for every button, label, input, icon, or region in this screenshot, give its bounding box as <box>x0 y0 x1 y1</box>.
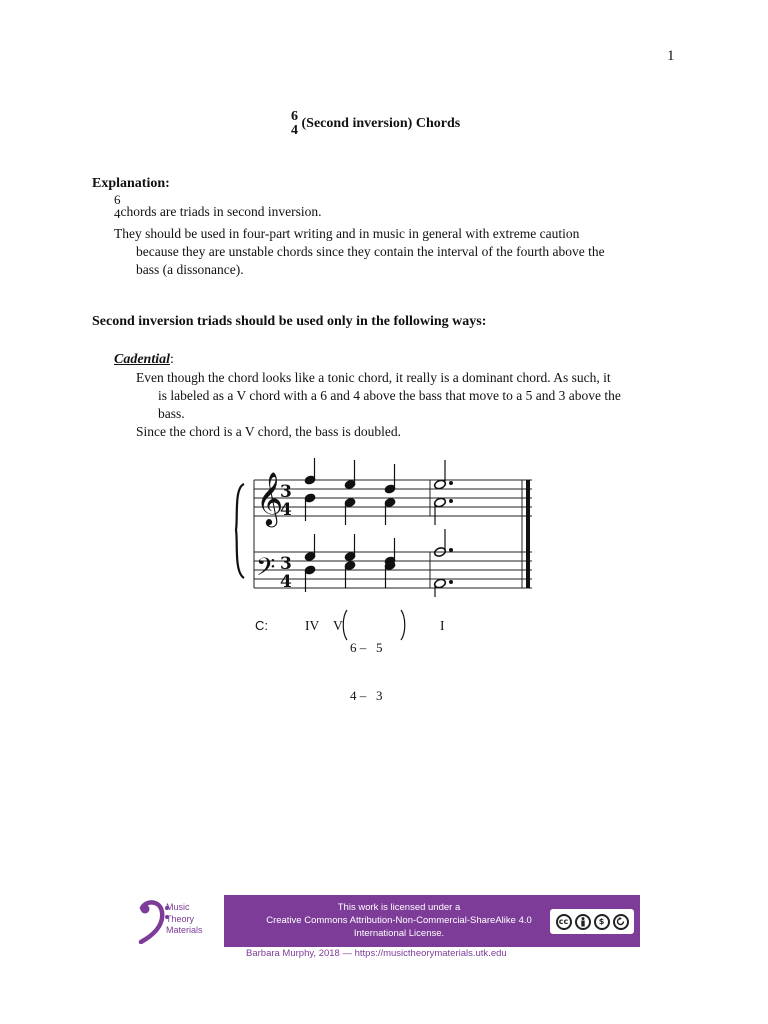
analysis-chord-iv: IV <box>305 618 320 633</box>
time-sig-bass-top: 3 <box>280 554 292 574</box>
analysis-key: C: <box>255 618 268 633</box>
explanation-line-2: They should be used in four-part writing and in music in general with extreme caution <box>114 226 580 241</box>
explanation-heading: Explanation: <box>92 176 170 191</box>
music-score <box>232 458 538 598</box>
treble-clef-icon: 𝄞 <box>256 471 284 525</box>
time-sig-bass-bottom: 4 <box>280 572 292 592</box>
music-theory-materials-logo <box>138 898 224 946</box>
cadential-line-4: Since the chord is a V chord, the bass is doubled. <box>136 424 401 439</box>
grand-staff-brace <box>236 484 244 578</box>
analysis-figure-top: 6 – 5 <box>350 640 383 655</box>
explanation-line-1: 6 4 chords are triads in second inversion. <box>114 192 322 221</box>
cadential-line-1: Even though the chord looks like a tonic chord, it really is a dominant chord. As such, it <box>136 370 611 385</box>
by-icon <box>575 914 591 930</box>
cc-license-badge[interactable] <box>550 909 634 934</box>
cadential-line-3: bass. <box>158 406 185 421</box>
logo-text: Music Theory Materials <box>166 902 203 935</box>
title-figured-bass: 6 4 <box>291 109 298 138</box>
time-sig-treble-top: 3 <box>280 482 292 502</box>
cadential-heading: Cadential: <box>114 352 174 367</box>
title-text: (Second inversion) Chords <box>301 116 461 131</box>
analysis-chord-v: V <box>333 618 343 633</box>
usage-heading: Second inversion triads should be used only in the following ways: <box>92 314 487 329</box>
analysis-figures <box>350 608 383 720</box>
license-banner <box>224 895 640 947</box>
explanation-figured-bass: 6 4 <box>114 192 121 221</box>
license-text: This work is licensed under a Creative Commons Attribution-Non-Commercial-ShareAlike 4.0 International License. <box>266 902 532 939</box>
explanation-line-4: bass (a dissonance). <box>136 262 244 277</box>
final-barline-thick <box>526 480 530 588</box>
explanation-line-3: because they are unstable chords since they contain the interval of the fourth above the <box>136 244 605 259</box>
analysis-chord-i: I <box>440 618 445 633</box>
nc-icon: $ <box>594 914 610 930</box>
bass-clef-icon: 𝄢 <box>256 553 276 588</box>
sa-icon <box>613 914 629 930</box>
credit-line[interactable]: Barbara Murphy, 2018 — https://musictheorymaterials.utk.edu <box>246 948 507 959</box>
time-sig-treble-bottom: 4 <box>280 500 292 520</box>
analysis-figure-bottom: 4 – 3 <box>350 688 383 703</box>
page-number: 1 <box>667 48 675 64</box>
page-title <box>291 110 460 138</box>
cc-icon: cc <box>556 914 572 930</box>
cadential-line-2: is labeled as a V chord with a 6 and 4 above the bass that move to a 5 and 3 above the <box>158 388 621 403</box>
